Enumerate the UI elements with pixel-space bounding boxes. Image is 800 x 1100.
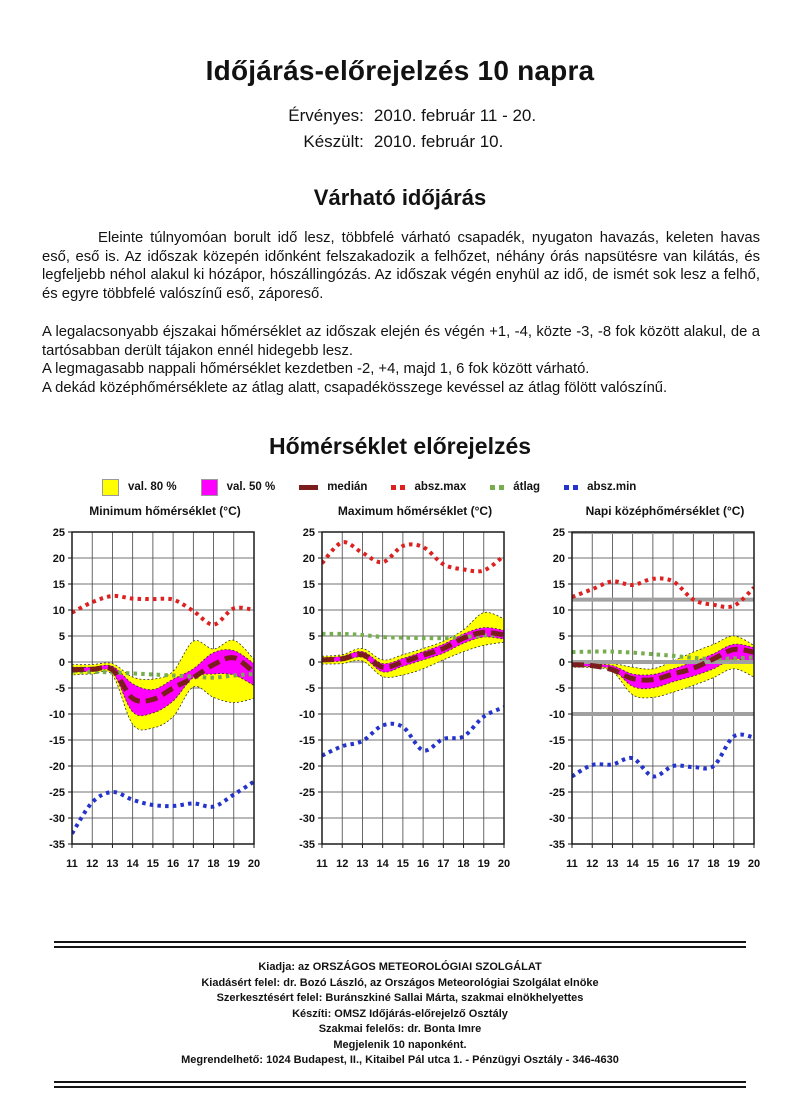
- legend-dot: [564, 485, 569, 490]
- svg-text:20: 20: [302, 553, 315, 565]
- svg-text:-20: -20: [299, 761, 315, 773]
- svg-text:-5: -5: [555, 683, 565, 695]
- svg-text:-5: -5: [305, 683, 315, 695]
- svg-text:15: 15: [646, 858, 660, 870]
- chart-svg: [280, 520, 520, 880]
- validity-block: [264, 103, 536, 155]
- svg-text:25: 25: [302, 527, 315, 539]
- forecast-paragraph-4: A dekád középhőmérséklete az átlag alatt, csapadékösszege kevéssel az átlag fölött valószínű.: [42, 379, 668, 396]
- svg-text:-25: -25: [549, 787, 565, 799]
- chart-legend: [102, 476, 800, 498]
- page-title: Időjárás-előrejelzés 10 napra: [205, 55, 595, 86]
- legend-dots-swatch: [490, 485, 504, 490]
- svg-text:16: 16: [416, 858, 430, 870]
- svg-text:5: 5: [308, 631, 315, 643]
- legend-dots-swatch: [391, 485, 405, 490]
- svg-text:-35: -35: [299, 839, 315, 851]
- legend-dots-swatch: [564, 485, 578, 490]
- svg-text:0: 0: [558, 657, 565, 669]
- forecast-paragraph-3: A legmagasabb nappali hőmérséklet kezdetben -2, +4, majd 1, 6 fok között várható.: [42, 361, 590, 377]
- legend-dash-swatch: [299, 485, 318, 490]
- svg-text:13: 13: [106, 858, 119, 870]
- svg-text:13: 13: [606, 858, 619, 870]
- svg-text:10: 10: [52, 605, 65, 617]
- svg-text:0: 0: [308, 657, 315, 669]
- forecast-paragraph-2: A legalacsonyabb éjszakai hőmérséklet az időszak elején és végén +1, -4, közte -3, -8 fok között alakul, de a tartósabban derült tájakon ennél hidegebb lesz.: [42, 324, 760, 359]
- footer-rule-top: [54, 941, 746, 948]
- svg-text:10: 10: [302, 605, 315, 617]
- svg-text:17: 17: [437, 858, 450, 870]
- svg-text:15: 15: [552, 579, 565, 591]
- footer-line: Kiadásért felel: dr. Bozó László, az Országos Meteorológiai Szolgálat elnöke: [201, 976, 599, 989]
- chart-svg: [30, 520, 270, 880]
- svg-text:10: 10: [552, 605, 565, 617]
- legend-dot: [573, 485, 578, 490]
- svg-text:0: 0: [58, 657, 65, 669]
- forecast-text: [42, 229, 760, 397]
- legend-item: [564, 481, 636, 493]
- svg-text:15: 15: [396, 858, 410, 870]
- svg-text:12: 12: [336, 858, 349, 870]
- footer-rule-bottom: [54, 1081, 746, 1088]
- forecast-summary-block: [42, 323, 760, 397]
- legend-label: val. 80 %: [128, 481, 177, 493]
- footer-line: Megrendelhető: 1024 Budapest, II., Kitaibel Pál utca 1. - Pénzügyi Osztály - 346-4630: [181, 1054, 619, 1066]
- svg-text:19: 19: [727, 858, 740, 870]
- temperature-chart: [280, 504, 520, 885]
- svg-text:-25: -25: [299, 787, 315, 799]
- legend-dot: [490, 485, 495, 490]
- svg-text:14: 14: [126, 858, 139, 870]
- svg-text:-10: -10: [299, 709, 315, 721]
- footer-line: Szakmai felelős: dr. Bonta Imre: [318, 1023, 482, 1035]
- svg-text:11: 11: [66, 858, 78, 870]
- svg-text:13: 13: [356, 858, 369, 870]
- svg-text:-15: -15: [49, 735, 65, 747]
- svg-text:-20: -20: [49, 761, 65, 773]
- svg-text:15: 15: [302, 579, 315, 591]
- svg-text:-10: -10: [549, 709, 565, 721]
- chart-title: Minimum hőmérséklet (°C): [89, 504, 241, 518]
- svg-text:19: 19: [477, 858, 490, 870]
- svg-text:-5: -5: [55, 683, 65, 695]
- svg-text:5: 5: [558, 631, 565, 643]
- footer-line: Készíti: OMSZ Időjárás-előrejelző Osztály: [292, 1007, 508, 1020]
- footer-line: Megjelenik 10 naponként.: [333, 1038, 467, 1051]
- svg-text:19: 19: [227, 858, 240, 870]
- svg-text:18: 18: [207, 858, 220, 870]
- issued-row: [264, 129, 536, 155]
- svg-text:18: 18: [457, 858, 470, 870]
- chart-title: Napi középhőmérséklet (°C): [585, 504, 745, 518]
- svg-text:12: 12: [86, 858, 99, 870]
- svg-text:16: 16: [666, 858, 680, 870]
- legend-dot: [499, 485, 504, 490]
- svg-text:20: 20: [497, 858, 511, 870]
- forecast-heading: Várható időjárás: [313, 185, 487, 210]
- svg-text:-35: -35: [549, 839, 565, 851]
- temperature-chart: [530, 504, 770, 885]
- svg-text:14: 14: [626, 858, 639, 870]
- svg-text:11: 11: [566, 858, 578, 870]
- issued-label: Készült:: [303, 132, 364, 151]
- chart-svg: [530, 520, 770, 880]
- svg-text:15: 15: [52, 579, 65, 591]
- svg-text:-25: -25: [49, 787, 65, 799]
- svg-text:17: 17: [187, 858, 200, 870]
- temperature-heading: Hőmérséklet előrejelzés: [268, 433, 532, 459]
- temperature-chart: [30, 504, 270, 885]
- legend-label: medián: [327, 481, 368, 493]
- svg-text:-30: -30: [49, 813, 65, 825]
- svg-text:-15: -15: [299, 735, 315, 747]
- svg-text:-30: -30: [549, 813, 565, 825]
- footer-line: Szerkesztésért felel: Buránszkiné Sallai Márta, szakmai elnökhelyettes: [216, 992, 584, 1004]
- legend-label: absz.min: [587, 481, 637, 493]
- legend-item: [490, 481, 540, 493]
- svg-text:20: 20: [552, 553, 565, 565]
- legend-label: absz.max: [414, 481, 467, 493]
- footer-line: Kiadja: az ORSZÁGOS METEOROLÓGIAI SZOLGÁLAT: [258, 961, 542, 973]
- legend-dot: [391, 485, 396, 490]
- svg-text:-15: -15: [549, 735, 565, 747]
- forecast-paragraph-1: Eleinte túlnyomóan borult idő lesz, többfelé várható csapadék, nyugaton havazás, keleten havas eső, eső is. Az időszak közepén időnként felszakadozik a felhőzet, néhány órás napsütésre van kilátás, és legfeljebb néhol alakul ki hózápor, hószállingózás. Az időszak végén enyhül az idő, de ismét sok lesz a felhő, és egyre többfelé valószínű eső, záporeső.: [42, 230, 760, 302]
- svg-text:5: 5: [58, 631, 65, 643]
- legend-band-swatch: [201, 479, 218, 496]
- svg-text:25: 25: [52, 527, 65, 539]
- valid-value: 2010. február 11 - 20.: [373, 106, 537, 125]
- svg-text:15: 15: [146, 858, 160, 870]
- legend-label: átlag: [513, 481, 541, 493]
- svg-text:20: 20: [247, 858, 261, 870]
- svg-text:17: 17: [687, 858, 700, 870]
- legend-band-swatch: [102, 479, 119, 496]
- svg-text:20: 20: [52, 553, 65, 565]
- svg-text:18: 18: [707, 858, 720, 870]
- svg-text:11: 11: [316, 858, 328, 870]
- legend-label: val. 50 %: [226, 481, 276, 493]
- legend-dot: [400, 485, 405, 490]
- svg-text:-30: -30: [299, 813, 315, 825]
- charts-row: [0, 504, 800, 885]
- svg-text:16: 16: [166, 858, 180, 870]
- legend-item: [299, 481, 367, 493]
- chart-title: Maximum hőmérséklet (°C): [337, 504, 493, 518]
- svg-text:-10: -10: [49, 709, 65, 721]
- footer-text: [0, 960, 800, 1069]
- svg-text:25: 25: [552, 527, 565, 539]
- legend-item: [391, 481, 466, 493]
- svg-text:14: 14: [376, 858, 389, 870]
- svg-text:-35: -35: [49, 839, 65, 851]
- svg-text:20: 20: [747, 858, 761, 870]
- valid-label: Érvényes:: [288, 106, 364, 125]
- svg-text:-20: -20: [549, 761, 565, 773]
- legend-item: [201, 479, 276, 496]
- issued-value: 2010. február 10.: [373, 132, 504, 151]
- legend-item: [102, 479, 177, 496]
- svg-text:12: 12: [586, 858, 599, 870]
- valid-row: [264, 103, 536, 129]
